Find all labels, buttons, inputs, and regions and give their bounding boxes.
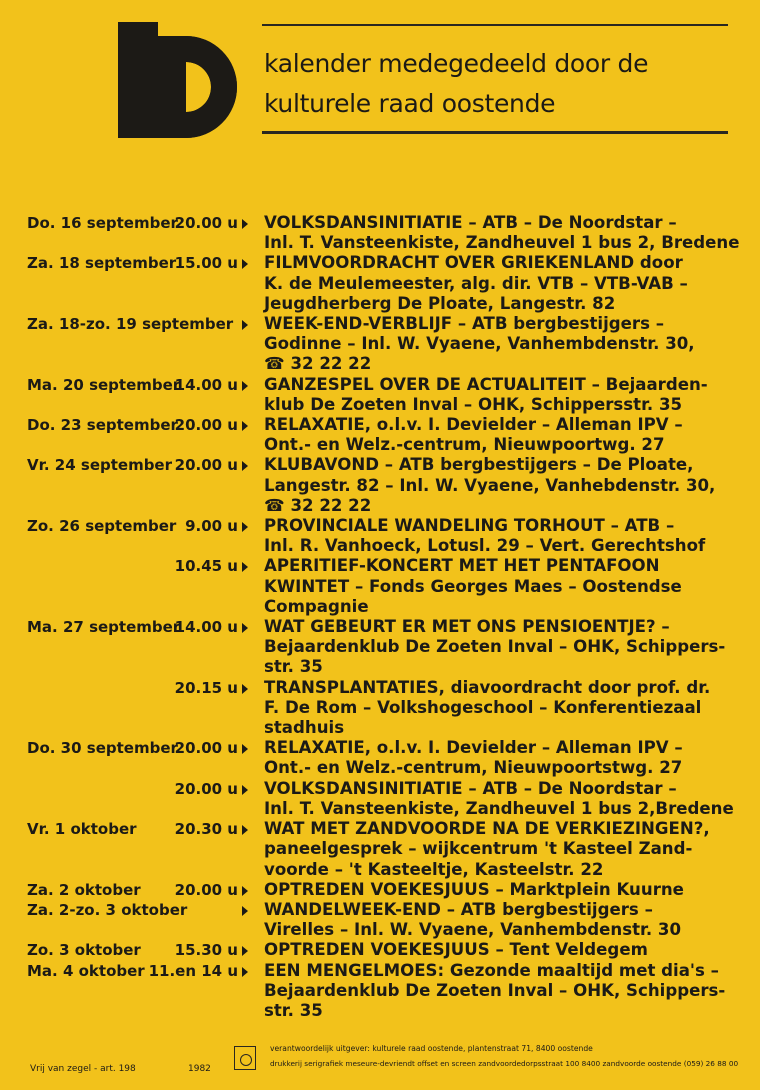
header-rule-bottom <box>262 131 728 134</box>
event-day: Vr. 1 oktober <box>27 820 137 839</box>
event-time: 20.00 u <box>174 779 238 798</box>
event-description-line: Ont.- en Welz.-centrum, Nieuwpoortwg. 27 <box>264 435 665 455</box>
event-description-line: KWINTET – Fonds Georges Maes – Oostendse <box>264 576 682 596</box>
event-time: 10.45 u <box>174 557 238 576</box>
event-description-line: GANZESPEL OVER DE ACTUALITEIT – Bejaarden- <box>264 374 708 394</box>
header-title-line-1: kalender medegedeeld door de <box>264 49 649 78</box>
arrow-right-icon <box>242 886 248 896</box>
event-description-line: PROVINCIALE WANDELING TORHOUT – ATB – <box>264 516 675 536</box>
event-description <box>264 253 740 314</box>
arrow-right-icon <box>242 562 248 572</box>
event-description-line: KLUBAVOND – ATB bergbestijgers – De Ploate, <box>264 455 694 475</box>
event-description-line: ☎ 32 22 22 <box>264 495 372 515</box>
event-item <box>0 415 760 455</box>
arrow-right-icon <box>242 219 248 229</box>
event-description-line: str. 35 <box>264 1000 323 1020</box>
event-time: 20.00 u <box>174 456 238 475</box>
event-description-line: RELAXATIE, o.l.v. I. Devielder – Alleman IPV – <box>264 415 683 435</box>
event-description <box>264 900 740 940</box>
event-description-line: OPTREDEN VOEKESJUUS – Tent Veldegem <box>264 940 648 960</box>
header-title <box>264 44 648 124</box>
event-day: Za. 18-zo. 19 september <box>27 315 234 334</box>
event-item <box>0 900 760 940</box>
event-item <box>0 375 760 415</box>
event-description-line: OPTREDEN VOEKESJUUS – Marktplein Kuurne <box>264 879 684 899</box>
event-time: 20.00 u <box>174 214 238 232</box>
event-description-line: Virelles – Inl. W. Vyaene, Vanhembdenstr. 30 <box>264 920 682 940</box>
arrow-right-icon <box>242 967 248 977</box>
event-item <box>0 819 760 880</box>
arrow-right-icon <box>242 623 248 633</box>
event-description-line: FILMVOORDRACHT OVER GRIEKENLAND door <box>264 253 683 273</box>
event-item <box>0 880 760 900</box>
event-item <box>0 779 760 819</box>
event-item <box>0 253 760 314</box>
event-day: Zo. 26 september <box>27 517 177 536</box>
event-day: Za. 2-zo. 3 oktober <box>27 900 188 919</box>
arrow-right-icon <box>242 825 248 835</box>
event-description <box>264 455 740 516</box>
event-description-line: Jeugdherberg De Ploate, Langestr. 82 <box>264 293 616 313</box>
event-description-line: WANDELWEEK-END – ATB bergbestijgers – <box>264 899 653 919</box>
event-description <box>264 375 740 415</box>
event-description-line: VOLKSDANSINITIATIE – ATB – De Noordstar – <box>264 778 677 798</box>
event-description <box>264 738 740 778</box>
event-time: 20.30 u <box>174 820 238 839</box>
arrow-right-icon <box>242 946 248 956</box>
event-description-line: Inl. R. Vanhoeck, Lotusl. 29 – Vert. Gerechtshof <box>264 536 706 556</box>
event-description-line: voorde – 't Kasteeltje, Kasteelstr. 22 <box>264 859 604 879</box>
event-day: Ma. 27 september <box>27 618 181 637</box>
event-time: 15.30 u <box>174 941 238 960</box>
publication-year: 1982 <box>188 1064 211 1074</box>
arrow-right-icon <box>242 522 248 532</box>
event-description-line: klub De Zoeten Inval – OHK, Schippersstr. 35 <box>264 394 683 414</box>
event-description <box>264 516 740 556</box>
event-description-line: ☎ 32 22 22 <box>264 354 372 374</box>
arrow-right-icon <box>242 259 248 269</box>
event-description <box>264 940 740 960</box>
event-item <box>0 940 760 960</box>
event-time: 14.00 u <box>174 375 238 394</box>
arrow-right-icon <box>242 744 248 754</box>
event-description <box>264 880 740 900</box>
event-time: 14.00 u <box>174 618 238 637</box>
stamp-duty-note: Vrij van zegel - art. 198 <box>30 1064 136 1074</box>
event-day: Za. 18 september <box>27 254 177 273</box>
event-description-line: WAT MET ZANDVOORDE NA DE VERKIEZINGEN?, <box>264 819 710 839</box>
event-item <box>0 961 760 1022</box>
event-description <box>264 213 740 253</box>
event-time: 15.00 u <box>174 254 238 273</box>
event-day: Zo. 3 oktober <box>27 941 141 960</box>
event-description-line: Ont.- en Welz.-centrum, Nieuwpoortstwg. 27 <box>264 758 683 778</box>
event-time: 20.00 u <box>174 739 238 758</box>
arrow-right-icon <box>242 381 248 391</box>
event-item <box>0 556 760 617</box>
event-item <box>0 516 760 556</box>
event-day: Do. 30 september <box>27 739 178 758</box>
event-description-line: stadhuis <box>264 718 345 738</box>
arrow-right-icon <box>242 785 248 795</box>
printer-line: drukkerij serigrafiek meseure-devriendt offset en screen zandvoordedorpsstraat 100 8400 zandvoorde oostende (059) 26 88 00 <box>270 1059 739 1068</box>
arrow-right-icon <box>242 421 248 431</box>
event-item <box>0 314 760 375</box>
event-time: 11.en 14 u <box>148 961 238 980</box>
arrow-right-icon <box>242 320 248 330</box>
event-time: 20.15 u <box>174 678 238 697</box>
arrow-right-icon <box>242 906 248 916</box>
event-day: Ma. 4 oktober <box>27 961 145 980</box>
event-description-line: K. de Meulemeester, alg. dir. VTB – VTB-VAB – <box>264 273 688 293</box>
event-description <box>264 819 740 880</box>
event-description-line: WAT GEBEURT ER MET ONS PENSIOENTJE? – <box>264 617 670 637</box>
event-item <box>0 213 760 253</box>
event-description-line: TRANSPLANTATIES, diavoordracht door prof. dr. <box>264 677 711 697</box>
event-description-line: Bejaardenklub De Zoeten Inval – OHK, Schippers- <box>264 637 726 657</box>
event-item <box>0 617 760 678</box>
event-description-line: Langestr. 82 – Inl. W. Vyaene, Vanhebdenstr. 30, <box>264 475 716 495</box>
event-description-line: Inl. T. Vansteenkiste, Zandheuvel 1 bus 2, Bredene <box>264 233 740 253</box>
header-rule-top <box>262 24 728 26</box>
event-time: 20.00 u <box>174 880 238 899</box>
publisher-line: verantwoordelijk uitgever: kulturele raad oostende, plantenstraat 71, 8400 oostende <box>270 1044 593 1053</box>
header-title-line-2: kulturele raad oostende <box>264 89 556 118</box>
event-description-line: Bejaardenklub De Zoeten Inval – OHK, Schippers- <box>264 980 726 1000</box>
event-time: 20.00 u <box>174 416 238 435</box>
event-description-line: WEEK-END-VERBLIJF – ATB bergbestijgers – <box>264 314 665 334</box>
event-day: Ma. 20 september <box>27 375 181 394</box>
event-description-line: Inl. T. Vansteenkiste, Zandheuvel 1 bus 2,Bredene <box>264 798 734 818</box>
event-day: Do. 16 september <box>27 214 178 232</box>
event-description-line: Compagnie <box>264 596 369 616</box>
event-time: 9.00 u <box>185 517 238 536</box>
event-description <box>264 678 740 739</box>
event-item <box>0 738 760 778</box>
event-day: Do. 23 september <box>27 416 178 435</box>
event-item <box>0 455 760 516</box>
event-item <box>0 678 760 739</box>
event-description <box>264 314 740 375</box>
event-description <box>264 961 740 1022</box>
event-description-line: VOLKSDANSINITIATIE – ATB – De Noordstar – <box>264 213 677 232</box>
event-list <box>0 213 760 1021</box>
event-description-line: APERITIEF-KONCERT MET HET PENTAFOON <box>264 556 660 576</box>
event-day: Vr. 24 september <box>27 456 173 475</box>
event-description <box>264 779 740 819</box>
kulturele-raad-logo <box>118 22 242 138</box>
arrow-right-icon <box>242 684 248 694</box>
event-description <box>264 556 740 617</box>
event-description-line: str. 35 <box>264 657 323 677</box>
event-description-line: F. De Rom – Volkshogeschool – Konferentiezaal <box>264 697 702 717</box>
event-description <box>264 415 740 455</box>
footer-logo-icon <box>234 1046 256 1070</box>
event-description <box>264 617 740 678</box>
event-description-line: paneelgesprek – wijkcentrum 't Kasteel Zand- <box>264 839 693 859</box>
event-day: Za. 2 oktober <box>27 880 141 899</box>
event-description-line: Godinne – Inl. W. Vyaene, Vanhembdenstr. 30, <box>264 334 695 354</box>
event-description-line: RELAXATIE, o.l.v. I. Devielder – Alleman IPV – <box>264 738 683 758</box>
arrow-right-icon <box>242 461 248 471</box>
event-description-line: EEN MENGELMOES: Gezonde maaltijd met dia's – <box>264 960 719 980</box>
